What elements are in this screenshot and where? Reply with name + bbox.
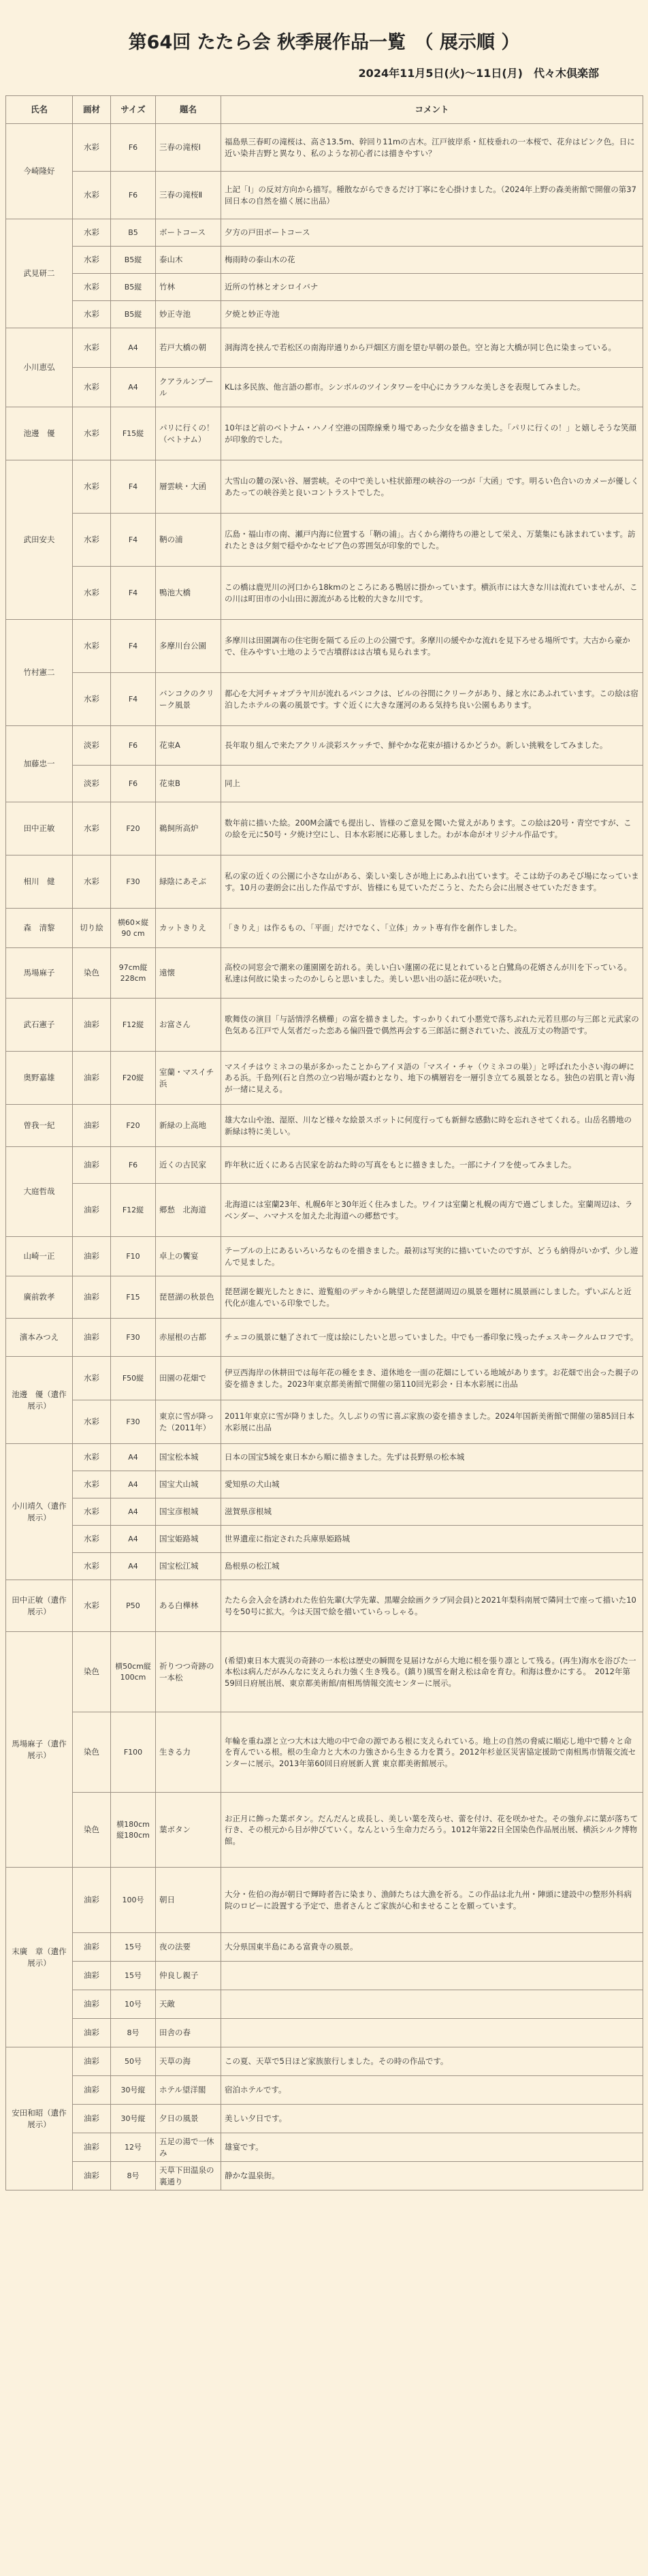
size-cell: 8号 [111, 2162, 156, 2190]
comment-cell: たたら会入会を誘われた佐伯先輩(大学先輩、黒曜会絵画クラブ同会員)と2021年梨科南展で隣同士で座って描いた10号を50号に拡大。今は天国で絵を描いていらっしゃる。 [221, 1580, 643, 1632]
size-cell: A4 [111, 1444, 156, 1471]
size-cell: F30 [111, 855, 156, 909]
size-cell: 12号 [111, 2133, 156, 2162]
size-cell: F10 [111, 1237, 156, 1276]
medium-cell: 染色 [73, 1712, 111, 1793]
title-cell: 花束A [156, 726, 221, 766]
size-cell: 10号 [111, 1990, 156, 2019]
comment-cell: 上記「Ⅰ」の反対方向から描写。種散ながらできるだけ丁寧にを心掛けました。（2024年上野の森美術館で開催の第37回日本の自然を描く展に出品） [221, 172, 643, 219]
medium-cell: 淡彩 [73, 766, 111, 802]
medium-cell: 水彩 [73, 407, 111, 460]
table-row [6, 620, 643, 673]
title-cell: 鴨池大橋 [156, 567, 221, 620]
medium-cell: 染色 [73, 1632, 111, 1712]
size-cell: F20 [111, 802, 156, 855]
table-row [6, 1444, 643, 1471]
table-row [6, 999, 643, 1052]
size-cell: B5縦 [111, 301, 156, 328]
medium-cell: 水彩 [73, 124, 111, 172]
medium-cell: 水彩 [73, 247, 111, 274]
table-row [6, 328, 643, 368]
artist-name: 今崎隆好 [6, 124, 73, 219]
medium-cell: 水彩 [73, 328, 111, 368]
size-cell: F50縦 [111, 1357, 156, 1400]
medium-cell: 油彩 [73, 1237, 111, 1276]
medium-cell: 水彩 [73, 514, 111, 567]
comment-cell: 高校の同窓会で潮来の蓮園園を訪れる。美しい白い蓮園の花に見とれていると白鷺鳥の花婿さんが川を下っている。私達は何故に染まったのかしらと思いました。美しい思い出の話に花が咲いた。 [221, 948, 643, 999]
table-row [6, 1962, 643, 1990]
artwork-table [5, 95, 643, 2190]
artist-name: 武田安夫 [6, 460, 73, 620]
table-row [6, 1471, 643, 1498]
title-cell: ホテル望洋閣 [156, 2076, 221, 2105]
medium-cell: 水彩 [73, 274, 111, 301]
comment-cell: 梅雨時の泰山木の花 [221, 247, 643, 274]
title-cell: お富さん [156, 999, 221, 1052]
size-cell: 横180cm縦180cm [111, 1793, 156, 1868]
title-cell: 国宝彦根城 [156, 1498, 221, 1526]
comment-cell: 洞海湾を挟んで若松区の南海岸通りから戸畑区方面を望む早朝の景色。空と海と大橋が同じ色に染まっている。 [221, 328, 643, 368]
size-cell: F4 [111, 567, 156, 620]
size-cell: A4 [111, 328, 156, 368]
artist-name: 大庭哲哉 [6, 1147, 73, 1237]
comment-cell: 北海道には室蘭23年、札幌6年と30年近く住みました。ワイフは室蘭と札幌の両方で過ごしました。室蘭周辺は、ラベンダー、ハマナスを加えた北海道への郷愁です。 [221, 1184, 643, 1237]
size-cell: A4 [111, 368, 156, 407]
table-row [6, 124, 643, 172]
artist-name: 安田和昭（遺作展示） [6, 2047, 73, 2190]
size-cell: 横50cm縦100cm [111, 1632, 156, 1712]
title-cell: 三春の滝桜Ⅱ [156, 172, 221, 219]
title-cell: 鞆の浦 [156, 514, 221, 567]
col-header-name: 氏名 [6, 96, 73, 124]
title-cell: 泰山木 [156, 247, 221, 274]
artist-name: 田中正敏 [6, 802, 73, 855]
size-cell: A4 [111, 1471, 156, 1498]
title-cell: 竹林 [156, 274, 221, 301]
medium-cell: 油彩 [73, 2105, 111, 2133]
medium-cell: 油彩 [73, 1184, 111, 1237]
comment-cell: 雄宴です。 [221, 2133, 643, 2162]
title-cell: 葉ボタン [156, 1793, 221, 1868]
table-row [6, 2019, 643, 2047]
comment-cell: 昨年秋に近くにある古民家を訪ねた時の写真をもとに描きました。一部にナイフを使ってみました。 [221, 1147, 643, 1184]
title-cell: 妙正寺池 [156, 301, 221, 328]
size-cell: F20縦 [111, 1052, 156, 1105]
artist-name: 竹村憲二 [6, 620, 73, 726]
comment-cell: この夏、天草で5日ほど家族旅行しました。その時の作品です。 [221, 2047, 643, 2076]
size-cell: 8号 [111, 2019, 156, 2047]
table-row [6, 301, 643, 328]
medium-cell: 水彩 [73, 1498, 111, 1526]
size-cell: F6 [111, 172, 156, 219]
artist-name: 池邊 優 [6, 407, 73, 460]
medium-cell: 水彩 [73, 1444, 111, 1471]
comment-cell: 同上 [221, 766, 643, 802]
medium-cell: 水彩 [73, 460, 111, 514]
title-cell: 郷愁 北海道 [156, 1184, 221, 1237]
size-cell: F20 [111, 1105, 156, 1147]
comment-cell: 島根県の松江城 [221, 1553, 643, 1580]
artist-name: 相川 健 [6, 855, 73, 909]
artist-name: 廣前敦孝 [6, 1276, 73, 1319]
title-cell: 近くの古民家 [156, 1147, 221, 1184]
comment-cell: 大分県国東半島にある富貴寺の風景。 [221, 1933, 643, 1962]
title-cell: 層雲峡・大函 [156, 460, 221, 514]
medium-cell: 油彩 [73, 2076, 111, 2105]
size-cell: 100号 [111, 1868, 156, 1933]
medium-cell: 染色 [73, 948, 111, 999]
title-cell: 花束B [156, 766, 221, 802]
table-row [6, 1580, 643, 1632]
medium-cell: 油彩 [73, 2047, 111, 2076]
size-cell: F15 [111, 1276, 156, 1319]
medium-cell: 油彩 [73, 1868, 111, 1933]
comment-cell: 長年取り組んで来たアクリル淡彩スケッチで、鮮やかな花束が描けるかどうか。新しい挑戦をしてみました。 [221, 726, 643, 766]
medium-cell: 油彩 [73, 1319, 111, 1357]
size-cell: F30 [111, 1400, 156, 1444]
comment-cell: 私の家の近くの公園に小さな山がある、楽しい楽しさが地上にあふれ出ています。そこは幼子のあそび場になっています。10月の妻朗会に出した作品ですが、皆様にも見ていただこうと、たたら会に出展させていただきます。 [221, 855, 643, 909]
title-cell: 多摩川台公園 [156, 620, 221, 673]
table-row [6, 673, 643, 726]
size-cell: F15縦 [111, 407, 156, 460]
comment-cell: 宿泊ホテルです。 [221, 2076, 643, 2105]
size-cell: F4 [111, 460, 156, 514]
comment-cell [221, 1990, 643, 2019]
comment-cell [221, 2019, 643, 2047]
title-cell: 若戸大橋の朝 [156, 328, 221, 368]
title-cell: 国宝松江城 [156, 1553, 221, 1580]
comment-cell: KLは多民族、他言語の都市。シンボルのツインタワーを中心にカラフルな美しさを表現してみました。 [221, 368, 643, 407]
artist-name: 池邊 優（遺作展示） [6, 1357, 73, 1444]
medium-cell: 水彩 [73, 1400, 111, 1444]
comment-cell: 静かな温泉街。 [221, 2162, 643, 2190]
table-row [6, 909, 643, 948]
size-cell: F12縦 [111, 1184, 156, 1237]
size-cell: 15号 [111, 1933, 156, 1962]
medium-cell: 油彩 [73, 1052, 111, 1105]
table-row [6, 1553, 643, 1580]
title-cell: 夜の法要 [156, 1933, 221, 1962]
title-cell: 国宝犬山城 [156, 1471, 221, 1498]
size-cell: F30 [111, 1319, 156, 1357]
table-row [6, 1933, 643, 1962]
title-cell: 卓上の饗宴 [156, 1237, 221, 1276]
artist-name: 小川靖久（遺作展示） [6, 1444, 73, 1580]
medium-cell: 水彩 [73, 1471, 111, 1498]
title-cell: 国宝松本城 [156, 1444, 221, 1471]
table-row [6, 2076, 643, 2105]
comment-cell: 年輪を重ね凛と立つ大木は大地の中で命の源である根に支えられている。地上の自然の脅威に順応し地中で勝々と命を育んでいる根。根の生命力と大木の力強さから生きる力を貰う。2012年杉並区災害協定援助で南相馬市情報交流センターに展示。2013年第60回日府展新人賞 東京都美術館展示。 [221, 1712, 643, 1793]
medium-cell: 油彩 [73, 999, 111, 1052]
comment-cell: チェコの風景に魅了されて一度は絵にしたいと思っていました。中でも一番印象に残ったチェスキークルムロフです。 [221, 1319, 643, 1357]
table-row [6, 948, 643, 999]
artist-name: 田中正敏（遺作展示） [6, 1580, 73, 1632]
comment-cell: 滋賀県彦根城 [221, 1498, 643, 1526]
medium-cell: 油彩 [73, 1933, 111, 1962]
title-cell: クアラルンプール [156, 368, 221, 407]
medium-cell: 水彩 [73, 1580, 111, 1632]
comment-cell: マスイチはウミネコの巣が多かったことからアイヌ語の「マスイ・チャ（ウミネコの巣）」と呼ばれた小さい海の岬にある浜。千島列(石と自然の立つ岩場が霞わとなり、地下の構層岩を一層引き立てる風景となる。独色の岩肌と青い海が一緒に見える。 [221, 1052, 643, 1105]
size-cell: F4 [111, 620, 156, 673]
medium-cell: 油彩 [73, 2019, 111, 2047]
medium-cell: 水彩 [73, 368, 111, 407]
size-cell: B5縦 [111, 274, 156, 301]
title-cell: 天敵 [156, 1990, 221, 2019]
artist-name: 奥野嘉雄 [6, 1052, 73, 1105]
size-cell: A4 [111, 1498, 156, 1526]
title-cell: 新緑の上高地 [156, 1105, 221, 1147]
title-cell: 鵜飼所高炉 [156, 802, 221, 855]
comment-cell: お正月に飾った葉ボタン。だんだんと成長し、美しい葉を茂らせ、蕾を付け、花を咲かせた。その強弁ぶに葉が落ちて行き、その根元から目が伸びていく。なんという生命力だろう。1012年第22日全国染色作品展出展、横浜シルク博物館。 [221, 1793, 643, 1868]
medium-cell: 油彩 [73, 1962, 111, 1990]
title-cell: 国宝姫路城 [156, 1526, 221, 1553]
size-cell: F6 [111, 1147, 156, 1184]
comment-cell: 世界遺産に指定された兵庫県姫路城 [221, 1526, 643, 1553]
table-row [6, 1276, 643, 1319]
table-row [6, 1868, 643, 1933]
size-cell: A4 [111, 1553, 156, 1580]
medium-cell: 切り絵 [73, 909, 111, 948]
col-header-size: サイズ [111, 96, 156, 124]
comment-cell: 夕方の戸田ボートコース [221, 219, 643, 247]
comment-cell: 10年ほど前のベトナム・ハノイ空港の国際線乗り場であった少女を描きました。「パリに行くの！」と嬉しそうな笑顔が印象的でした。 [221, 407, 643, 460]
table-row [6, 1632, 643, 1712]
comment-cell: 都心を大河チャオプラヤ川が流れるバンコクは、ビルの谷間にクリークがあり、縁と水にあふれています。この絵は宿泊したホテルの裏の風景です。すぐ近くに大きな運河のある気持ち良い公園もあります。 [221, 673, 643, 726]
medium-cell: 油彩 [73, 2133, 111, 2162]
title-cell: カットきりえ [156, 909, 221, 948]
medium-cell: 水彩 [73, 1553, 111, 1580]
medium-cell: 水彩 [73, 1526, 111, 1553]
table-row [6, 1237, 643, 1276]
table-row [6, 1184, 643, 1237]
title-cell: 東京に雪が降った（2011年） [156, 1400, 221, 1444]
size-cell: F12縦 [111, 999, 156, 1052]
size-cell: 97cm縦228cm [111, 948, 156, 999]
table-row [6, 219, 643, 247]
table-row [6, 460, 643, 514]
table-row [6, 407, 643, 460]
comment-cell: 美しい夕日です。 [221, 2105, 643, 2133]
table-row [6, 514, 643, 567]
comment-cell: 夕焼と妙正寺池 [221, 301, 643, 328]
size-cell: F4 [111, 514, 156, 567]
title-cell: 五足の湯で一休み [156, 2133, 221, 2162]
artist-name: 馬場麻子（遺作展示） [6, 1632, 73, 1868]
medium-cell: 水彩 [73, 673, 111, 726]
medium-cell: 油彩 [73, 2162, 111, 2190]
artist-name: 武見研二 [6, 219, 73, 328]
title-cell: パリに行くの！（ベトナム） [156, 407, 221, 460]
table-row [6, 1105, 643, 1147]
medium-cell: 水彩 [73, 567, 111, 620]
comment-cell: 日本の国宝5城を東日本から順に描きました。先ずは長野県の松本城 [221, 1444, 643, 1471]
artist-name: 馬場麻子 [6, 948, 73, 999]
size-cell: 30号縦 [111, 2105, 156, 2133]
table-row [6, 1052, 643, 1105]
table-row [6, 2162, 643, 2190]
table-row [6, 2105, 643, 2133]
comment-cell: 近所の竹林とオシロイバナ [221, 274, 643, 301]
title-cell: 遠懐 [156, 948, 221, 999]
comment-cell: 歌舞伎の演目「与話情浮名横櫛」の富を描きました。すっかりくれて小悪党で落ちぶれた元若旦那の与三郎と元武家の色気ある江戸で人気者だった恋ある偏四畳で偶然再会する三郎話に捌されていた、波乱万丈の物語です。 [221, 999, 643, 1052]
col-header-comment: コメント [221, 96, 643, 124]
comment-cell: 伊豆西海岸の休耕田では毎年花の種をまき、道休地を一面の花畑にしている地域があります。お花畑で出会った親子の姿を描きました。2023年東京都美術館で開催の第110回光彩会・日本水彩展に出品 [221, 1357, 643, 1400]
size-cell: A4 [111, 1526, 156, 1553]
table-row [6, 567, 643, 620]
comment-cell: 多摩川は田園調布の住宅街を隔てる丘の上の公園です。多摩川の緩やかな流れを見下ろせる場所です。大古から豪かで、住みやすい土地のようで古墳群はは古墳も見られます。 [221, 620, 643, 673]
comment-cell [221, 1962, 643, 1990]
artist-name: 武石憲子 [6, 999, 73, 1052]
title-cell: 赤屋根の古都 [156, 1319, 221, 1357]
artist-name: 曽我一紀 [6, 1105, 73, 1147]
title-cell: 三春の滝桜Ⅰ [156, 124, 221, 172]
comment-cell: 数年前に描いた絵。200M会議でも提出し、皆様のご意見を聞いた覚えがあります。この絵は20号・青空ですが、この絵を元に50号・夕焼け空にし、日本水彩展に応募しました。わが本命がオリジナル作品です。 [221, 802, 643, 855]
table-row [6, 1319, 643, 1357]
medium-cell: 水彩 [73, 1357, 111, 1400]
title-cell: 仲良し親子 [156, 1962, 221, 1990]
comment-cell: 愛知県の犬山城 [221, 1471, 643, 1498]
size-cell: 横60×縦90 cm [111, 909, 156, 948]
size-cell: B5縦 [111, 247, 156, 274]
table-row [6, 247, 643, 274]
artist-name: 山崎一正 [6, 1237, 73, 1276]
medium-cell: 水彩 [73, 802, 111, 855]
title-cell: 祈りつつ奇跡の一本松 [156, 1632, 221, 1712]
title-cell: ボートコース [156, 219, 221, 247]
size-cell: 15号 [111, 1962, 156, 1990]
comment-cell: 大分・佐伯の海が朝日で輝時者告に染まり、漁師たちは大漁を祈る。この作品は北九州・陣頭に建設中の整形外科病院のロビーに設置する予定で、患者さんとご家族が心和ませることを願っています。 [221, 1868, 643, 1933]
title-cell: 天草の海 [156, 2047, 221, 2076]
table-row [6, 2047, 643, 2076]
medium-cell: 油彩 [73, 1105, 111, 1147]
table-row [6, 1793, 643, 1868]
col-header-title: 題名 [156, 96, 221, 124]
artist-name: 森 清黎 [6, 909, 73, 948]
table-row [6, 1400, 643, 1444]
comment-cell: 大雪山の麓の深い谷、層雲峡。その中で美しい柱状節理の峡谷の一つが「大函」です。明るい色合いのカメーが優しくあたっての峡谷美と良いコントラストでした。 [221, 460, 643, 514]
table-row [6, 1357, 643, 1400]
medium-cell: 水彩 [73, 301, 111, 328]
title-cell: 緑陰にあそぶ [156, 855, 221, 909]
size-cell: F6 [111, 726, 156, 766]
table-row [6, 1147, 643, 1184]
exhibition-date-venue: 2024年11月5日(火)～11日(月) 代々木倶楽部 [358, 67, 599, 80]
medium-cell: 水彩 [73, 855, 111, 909]
artist-name: 末廣 章（遺作展示） [6, 1868, 73, 2047]
table-row [6, 1498, 643, 1526]
medium-cell: 油彩 [73, 1990, 111, 2019]
artist-name: 濱本みつえ [6, 1319, 73, 1357]
comment-cell: 雄大な山や池、湿原、川など様々な絵景スポットに何度行っても新鮮な感動に時を忘れさせてくれる。山岳名勝地の新緑は特に美しい。 [221, 1105, 643, 1147]
size-cell: F6 [111, 124, 156, 172]
medium-cell: 油彩 [73, 1147, 111, 1184]
medium-cell: 水彩 [73, 620, 111, 673]
comment-cell: (希望)東日本大震災の奇跡の一本松は歴史の瞬間を見届けながら大地に根を張り凛として残る。(再生)海水を浴びた一本松は病んだがみんなに支えられ力強く生き残る。(鎮り)風雪を耐え松は命を育む。和海は豊かにする。 2012年第59回日府展出展、東京都美術館/南相馬情報交流センターに展示。 [221, 1632, 643, 1712]
comment-cell: テーブルの上にあるいろいろなものを描きました。最初は写実的に描いていたのですが、どうも納得がいかず、少し遊んで見ました。 [221, 1237, 643, 1276]
table-row [6, 368, 643, 407]
table-body [6, 124, 643, 2190]
artist-name: 加藤忠一 [6, 726, 73, 802]
title-cell: 天草下田温泉の裏通り [156, 2162, 221, 2190]
table-header-row [6, 96, 643, 124]
size-cell: F100 [111, 1712, 156, 1793]
comment-cell: この橋は鹿児川の河口から18kmのところにある鴨居に掛かっています。横浜市には大きな川は流れていませんが、この川は町田市の小山田に源流がある比較的大きな川です。 [221, 567, 643, 620]
title-cell: 田園の花畑で [156, 1357, 221, 1400]
title-cell: ある白樺林 [156, 1580, 221, 1632]
table-row [6, 274, 643, 301]
title-cell: 朝日 [156, 1868, 221, 1933]
table-row [6, 855, 643, 909]
size-cell: F6 [111, 766, 156, 802]
table-row [6, 802, 643, 855]
table-row [6, 1526, 643, 1553]
size-cell: 50号 [111, 2047, 156, 2076]
size-cell: F4 [111, 673, 156, 726]
comment-cell: 福島県三春町の滝桜は、高さ13.5m、幹回り11mの古木。江戸彼岸系・紅枝垂れの一本桜で、花弁はピンク色。日に近い染井吉野と異なり、私のような初心者には描きやすい？ [221, 124, 643, 172]
comment-cell: 2011年東京に雪が降りました。久しぶりの雪に喜ぶ家族の姿を描きました。2024年国新美術館で開催の第85回日本水彩展に出品 [221, 1400, 643, 1444]
page-title: 第64回 たたら会 秋季展作品一覧 （ 展示順 ） [128, 32, 520, 53]
col-header-medium: 画材 [73, 96, 111, 124]
medium-cell: 水彩 [73, 172, 111, 219]
table-row [6, 1712, 643, 1793]
medium-cell: 淡彩 [73, 726, 111, 766]
comment-cell: 「きりえ」は作るもの、「平面」だけでなく、「立体」カット専有作を創作しました。 [221, 909, 643, 948]
size-cell: P50 [111, 1580, 156, 1632]
title-cell: 生きる力 [156, 1712, 221, 1793]
comment-cell: 広島・福山市の南、瀬戸内海に位置する「鞆の浦」。古くから潮待ちの港として栄え、万葉集にも詠まれています。訪れたときは夕刻で穏やかなセピア色の雰囲気が印象的でした。 [221, 514, 643, 567]
title-cell: 田舎の春 [156, 2019, 221, 2047]
table-row [6, 1990, 643, 2019]
title-cell: 室蘭・マスイチ浜 [156, 1052, 221, 1105]
size-cell: 30号縦 [111, 2076, 156, 2105]
title-cell: バンコクのクリーク風景 [156, 673, 221, 726]
size-cell: B5 [111, 219, 156, 247]
table-row [6, 726, 643, 766]
comment-cell: 琵琶湖を観光したときに、遊覧船のデッキから眺望した琵琶湖周辺の風景を題材に風景画にしました。ずいぶんと近代化が進んでいる印象でした。 [221, 1276, 643, 1319]
table-row [6, 2133, 643, 2162]
medium-cell: 染色 [73, 1793, 111, 1868]
table-row [6, 172, 643, 219]
artist-name: 小川恵弘 [6, 328, 73, 407]
medium-cell: 水彩 [73, 219, 111, 247]
medium-cell: 油彩 [73, 1276, 111, 1319]
table-row [6, 766, 643, 802]
title-cell: 夕日の風景 [156, 2105, 221, 2133]
title-cell: 琵琶湖の秋景色 [156, 1276, 221, 1319]
